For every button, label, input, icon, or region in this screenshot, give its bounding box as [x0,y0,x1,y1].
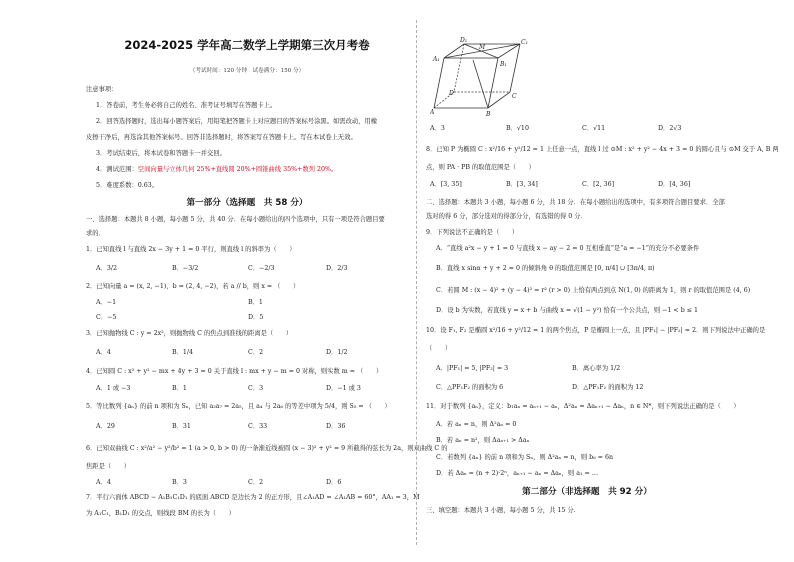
q9-stem: 9．下列说法不正确的是（ ） [426,229,519,236]
q5-option-b: B．31 [172,423,191,430]
label-b1: B₁ [500,61,507,68]
label-a: A [430,109,435,116]
part1-intro-2: 求的． [86,230,105,237]
q11-option-a: A．若 aₙ = n，则 Δ²aₙ = 0 [436,421,517,428]
note-2: 2．回答选择题时，选出每小题答案后，用铅笔把答题卡上对应题目的答案标号涂黑。如需改动，用橡 [96,118,378,125]
q8-stem: 8．已知 P 为椭圆 C : x²/16 + y²/12 = 1 上任意一点，直线 l 过 ⊙M : x² + y² − 4x + 3 = 0 的圆心且与 ⊙M 交于 A, B 两 [426,146,779,153]
q8-stem-tail: 点，则 PA · PB 的取值范围是（ ） [426,164,535,171]
exam-title: 2024-2025 学年高二数学上学期第三次月考卷 [124,38,370,52]
label-a1: A₁ [433,56,440,63]
right-column [422,0,779,562]
section2-intro-2: 选对的得 6 分，部分选对的得部分分，有选错的得 0 分． [426,213,587,220]
q6-option-c: C．2 [248,479,264,486]
note-4 [96,166,337,174]
q5-option-c: C．33 [248,423,268,430]
label-b: B [486,111,491,118]
q7-option-a: A．3 [430,125,445,132]
q1-stem: 1．已知直线 l 与直线 2x − 3y + 1 = 0 平行，则直线 l 的斜率为（ ） [86,246,296,253]
q9-option-d: D．设 b 为实数，若直线 y = x + b 与曲线 x = √(1 − y²) 恰有一个公共点，则 −1 < b ≤ 1 [436,307,699,314]
q3-option-a: A．4 [96,349,111,356]
q3-option-d: D．1/2 [326,349,348,356]
q9-option-c: C．若圆 M : (x − 4)² + (y − 4)² = r² (r > 0) 上恰有两点到点 N(1, 0) 的距离为 1，则 r 的取值范围是 (4, 6) [436,287,751,294]
q1-option-a: A．3/2 [96,265,117,272]
note-5: 5．难度系数：0.63。 [96,182,159,189]
label-m: M [479,44,486,51]
q10-option-b: B．离心率为 1/2 [572,365,621,372]
q3-option-c: C．2 [248,349,264,356]
q11-option-b: B．若 aₙ = n²，则 Δaₙ₊₁ > Δaₙ [436,437,530,444]
q10-stem-tail: （ ） [426,345,452,352]
q4-stem: 4．已知圆 C : x² + y² − mx + 4y + 3 = 0 关于直线 l : mx + y − m = 0 对称，则实数 m = （ ） [86,368,383,375]
q5-option-d: D．36 [326,423,346,430]
q5-stem: 5．等比数列 {aₙ} 的前 n 项和为 Sₙ，已知 a₃a₇ = 2a₅，且 a₄ 与 2a₆ 的等差中项为 5/4，则 S₅ = （ ） [86,403,391,410]
q8-option-b: B．[3, 34] [506,181,538,188]
section3-intro: 三、填空题：本题共 3 小题，每小题 5 分，共 15 分. [426,507,576,514]
q3-option-b: B．1/4 [172,349,194,356]
q2-stem: 2．已知向量 a = (x, 2, −1)，b = (2, 4, −2)，若 a // b，则 x = （ ） [86,283,300,290]
q6-stem-tail: 焦距是（ ） [86,463,131,470]
q7-stem: 7．平行六面体 ABCD − A₁B₁C₁D₁ 的底面 ABCD 是边长为 2 的正方形，且∠A₁AD = ∠A₁AB = 60°，AA₁ = 3，M [86,494,420,501]
q11-stem: 11．对于数列 {aₙ}，定义：b₁aₙ = aₙ₊₁ − aₙ，Δ²aₙ = Δaₙ₊₁ − Δaₙ，n ∈ N*，则下列说法正确的是（ ） [426,403,740,410]
q9-option-a: A．“直线 a²x − y + 1 = 0 与直线 x − ay − 2 = 0 互相垂直”是“a = −1”的充分不必要条件 [436,245,700,252]
note-2-cont: 皮擦干净后，再选涂其他答案标号。回答非选择题时，将答案写在答题卡上。写在本试卷上无效。 [86,134,357,141]
q2-option-b: B．1 [248,299,263,306]
q8-option-a: A．[3, 35] [430,181,462,188]
q10-stem: 10．设 F₁, F₂ 是椭圆 x²/16 + y²/12 = 1 的两个焦点，P 是椭圆上一点，且 |PF₁| − |PF₂| = 2．则下列说法中正确的是 [426,327,766,334]
notes-heading: 注意事项： [86,86,118,93]
part1-heading: 第一部分（选择题 共 58 分） [186,198,308,208]
q8-option-c: C．[2, 36] [582,181,615,188]
q7-option-d: D．2√3 [658,125,682,132]
label-c: C [512,93,517,100]
q2-option-c: C．−5 [96,314,117,321]
part2-heading: 第二部分（非选择题 共 92 分） [522,487,652,497]
label-d1: D₁ [460,37,468,44]
q4-option-c: C．3 [248,385,264,392]
q11-option-d: D．若 Δaₙ = (n + 2)·2ⁿ，aₙ₊₁ − aₙ = Δaₙ，则 a₁ = … [436,470,599,477]
q7-option-c: C．√11 [582,125,606,132]
note-4-label: 4．测试范围： [96,166,138,173]
q3-stem: 3．已知抛物线 C : y = 2x²，则抛物线 C 的焦点到准线的距离是（ ） [86,330,293,337]
q6-option-b: B．3 [172,479,187,486]
note-4-scope: 空间向量与立体几何 25%+直线圆 20%+圆锥曲线 35%+数列 20%。 [137,166,338,173]
q4-option-b: B．1 [172,385,187,392]
q6-option-d: D．6 [326,479,342,486]
q2-option-d: D．5 [248,314,264,321]
q1-option-d: D．2/3 [326,265,348,272]
q10-option-c: C．△PF₁F₂ 的面积为 6 [436,384,504,391]
q10-option-d: D．△PF₁F₂ 的面积为 12 [572,384,644,391]
q2-option-a: A．−1 [96,299,117,306]
exam-subtitle: （考试时间：120 分钟 试卷满分：150 分） [189,68,305,74]
q4-option-d: D．−1 或 3 [326,385,361,392]
q4-option-a: A．1 或 −3 [96,385,131,392]
q6-stem: 6．已知双曲线 C : x²/a² − y²/b² = 1 (a > 0, b > 0) 的一条渐近线被圆 (x − 3)² + y² = 9 所截得的弦长为 2a，则双曲线 C 的 [86,445,448,452]
q8-option-d: D．[4, 36] [658,181,691,188]
q7-stem-tail: 为 A₁C₁，B₁D₁ 的交点，则线段 BM 的长为（ ） [86,510,235,517]
q9-option-b: B．直线 x sinα + y + 2 = 0 的倾斜角 θ 的取值范围是 [0, π/4] ∪ [3π/4, π) [436,265,655,272]
q1-option-b: B．−3/2 [172,265,199,272]
q1-option-c: C．−2/3 [248,265,275,272]
note-1: 1．答卷前，考生务必将自己的姓名、准考证号填写在答题卡上。 [96,102,277,109]
q10-option-a: A．|PF₁| = 5, |PF₂| = 3 [436,365,509,372]
part1-intro-1: 一、选择题：本题共 8 小题，每小题 5 分，共 40 分．在每小题给出的四个选项中，只有一项是符合题目要 [86,216,385,223]
label-d: D [449,90,454,97]
q11-option-c: C．若数列 {aₙ} 的前 n 项和为 Sₙ，则 Δ²aₙ = n，则 b₆ = 6n [436,454,614,461]
note-3: 3．考试结束后，将本试卷和答题卡一并交回。 [96,150,226,157]
q7-option-b: B．√10 [506,125,529,132]
column-divider [416,20,417,545]
q5-option-a: A．29 [96,423,115,430]
section2-intro-1: 二、选择题：本题共 3 小题，每小题 6 分，共 18 分．在每小题给出的选项中，有多项符合题目要求．全部 [426,199,725,206]
label-c1: C₁ [521,39,528,46]
q6-option-a: A．4 [96,479,111,486]
